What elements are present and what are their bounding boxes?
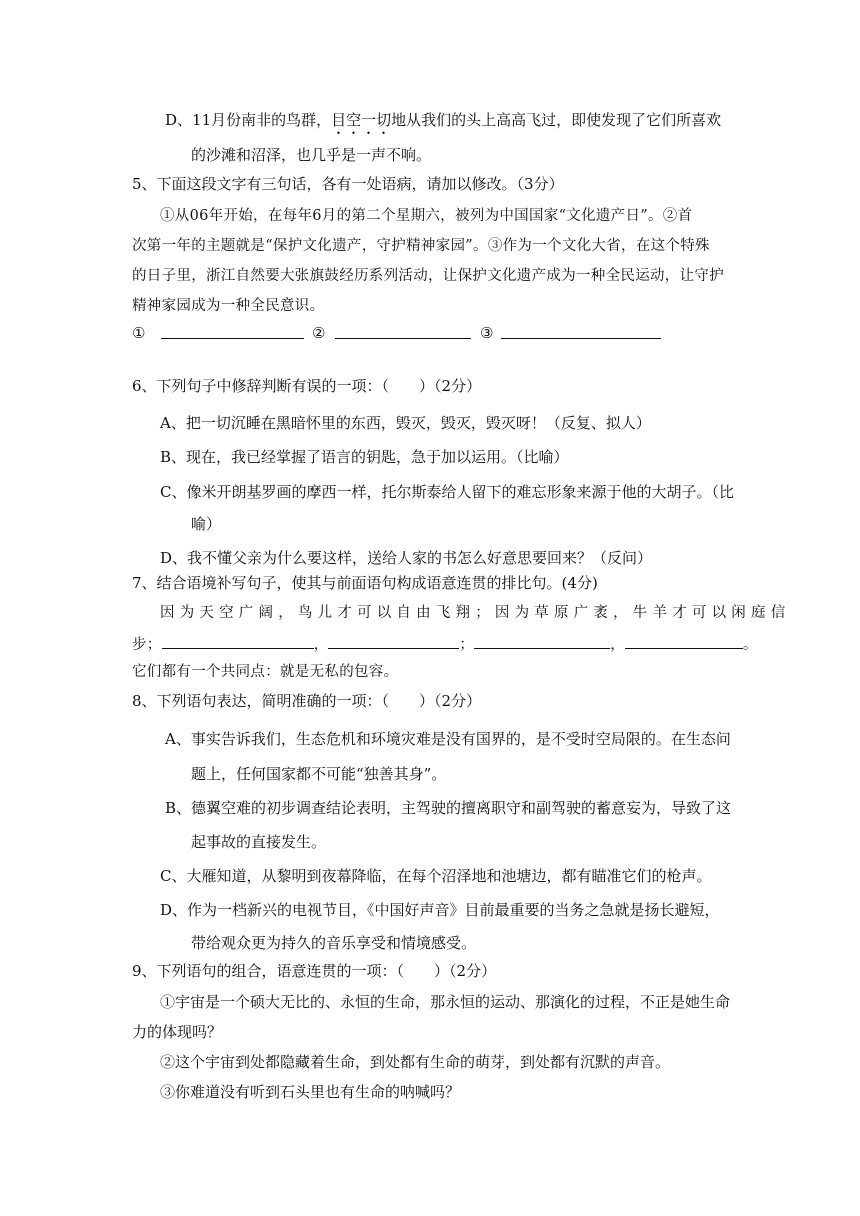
q5-answer-blank-1[interactable] [161, 323, 304, 339]
q8-option-c: C、大雁知道，从黎明到夜幕降临，在每个沼泽地和池塘边，都有瞄准它们的枪声。 [160, 867, 712, 885]
q5-title: 5、下面这段文字有三句话，各有一处语病，请加以修改。（3分） [132, 175, 564, 193]
q8-title: 8、下列语句表达，简明准确的一项：（ ）（2分） [132, 692, 482, 710]
q8-option-d-line2: 带给观众更为持久的音乐享受和情境感受。 [191, 934, 477, 952]
q5-paragraph-line-2: 次第一年的主题就是“保护文化遗产，守护精神家园”。③作为一个文化大省，在这个特殊 [132, 238, 710, 254]
q4-option-d-line2: 的沙滩和沼泽，也几乎是一声不响。 [191, 146, 432, 164]
q4-option-d-post: 地从我们的头上高高飞过，即使发现了它们所喜欢 [391, 111, 722, 129]
q6-option-b: B、现在，我已经掌握了语言的钥匙，急于加以运用。（比喻） [160, 448, 569, 466]
q7-semicolon: ； [459, 637, 475, 653]
q5-answer-blank-2[interactable] [335, 323, 471, 339]
q7-title: 7、结合语境补写句子，使其与前面语句构成语意连贯的排比句。(4分) [132, 574, 598, 592]
q8-option-a-line1: A、事实告诉我们，生态危机和环境灾难是没有国界的，是不受时空局限的。在生态问 [165, 730, 731, 748]
q7-comma-2: ， [610, 637, 626, 653]
q7-comma-1: ， [313, 637, 329, 653]
q8-option-d-line1: D、作为一档新兴的电视节目，《中国好声音》目前最重要的当务之急就是扬长避短， [160, 901, 720, 919]
q4-option-d-pre: D、11月份南非的鸟群， [165, 111, 332, 129]
q7-line3: 它们都有一个共同点：就是无私的包容。 [132, 664, 399, 680]
q5-answer-blank-3[interactable] [501, 323, 661, 339]
q5-answer-marker-2: ② [312, 324, 326, 342]
q8-option-b-line2: 起事故的直接发生。 [191, 833, 327, 851]
q5-answer-marker-3: ③ [480, 324, 494, 342]
q8-option-b-line1: B、德翼空难的初步调查结论表明，主驾驶的擅离职守和副驾驶的蓄意妄为，导致了这 [165, 799, 732, 817]
q6-title: 6、下列句子中修辞判断有误的一项：（ ）（2分） [132, 377, 482, 395]
q6-option-a: A、把一切沉睡在黑暗怀里的东西，毁灭，毁灭，毁灭呀！（反复、拟人） [160, 414, 651, 432]
q7-blank-2[interactable] [328, 633, 459, 649]
q7-blank-3[interactable] [474, 633, 610, 649]
q7-blank-4[interactable] [625, 633, 743, 649]
q7-end-period: 。 [743, 637, 758, 653]
q9-sentence-1-line2: 力的体现吗？ [132, 1023, 223, 1041]
q6-option-d: D、我不懂父亲为什么要这样，送给人家的书怎么好意思要回来？（反问） [160, 549, 653, 567]
q7-blank-1[interactable] [162, 633, 314, 649]
q5-paragraph-line-3: 的日子里，浙江自然要大张旗鼓经历系列活动，让保护文化遗产成为一种全民运动，让守护 [132, 268, 724, 284]
q6-option-c-line1: C、像米开朗基罗画的摩西一样，托尔斯泰给人留下的难忘形象来源于他的大胡子。（比 [160, 483, 734, 501]
q8-option-a-line2: 题上，任何国家都不可能“独善其身”。 [191, 765, 447, 783]
q5-paragraph-line-1: ①从06年开始，在每年6月的第二个星期六，被列为中国国家“文化遗产日”。②首 [160, 208, 693, 224]
q9-sentence-2: ②这个宇宙到处都隐藏着生命，到处都有生命的萌芽，到处都有沉默的声音。 [160, 1053, 671, 1071]
q9-title: 9、下列语句的组合，语意连贯的一项：（ ）（2分） [132, 962, 497, 980]
q9-sentence-1-line1: ①宇宙是一个硕大无比的、永恒的生命，那永恒的运动、那演化的过程，不正是她生命 [160, 993, 731, 1011]
q9-sentence-3: ③你难道没有听到石头里也有生命的呐喊吗？ [160, 1083, 461, 1101]
q6-option-c-line2: 喻） [191, 515, 222, 533]
q7-line1: 因为天空广阔，鸟儿才可以自由飞翔；因为草原广袤，牛羊才可以闲庭信 [160, 605, 791, 621]
q5-answer-marker-1: ① [132, 324, 146, 342]
q5-paragraph-line-4: 精神家园成为一种全民意识。 [132, 298, 325, 314]
q4-option-d [165, 110, 721, 138]
q7-line2 [132, 633, 758, 655]
q7-line2-start: 步； [132, 637, 162, 653]
q4-option-d-dotted: 目空一切 [331, 111, 392, 129]
